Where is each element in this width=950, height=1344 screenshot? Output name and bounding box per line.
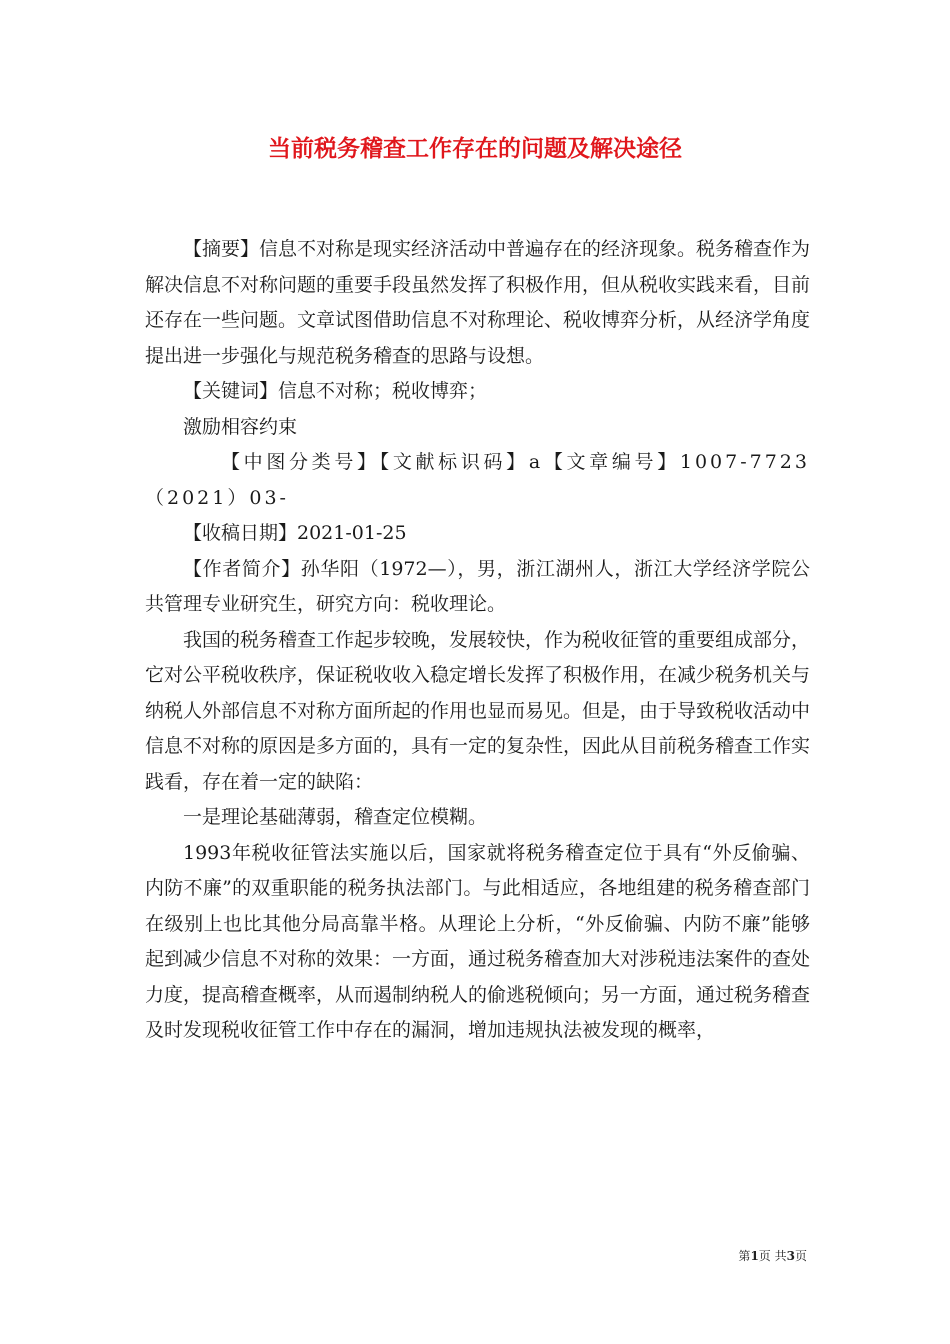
document-title: 当前税务稽查工作存在的问题及解决途径 (268, 135, 682, 162)
received-date-line: 【收稿日期】2021-01-25 (183, 522, 407, 544)
keywords-line: 【关键词】信息不对称；税收博弈； (183, 380, 488, 402)
author-bio-paragraph: 【作者简介】孙华阳（1972—），男，浙江湖州人，浙江大学经济学院公共管理专业研究生，研究方向：税收理论。 (145, 557, 810, 615)
section-heading: 一是理论基础薄弱，稽查定位模糊。 (183, 806, 488, 828)
body-paragraph: 我国的税务稽查工作起步较晚，发展较快，作为税收征管的重要组成部分，它对公平税收秩序，保证税收收入稳定增长发挥了积极作用，在减少税务机关与纳税人外部信息不对称方面所起的作用也显而易见。但是，由于导致税收活动中信息不对称的原因是多方面的，具有一定的复杂性，因此从目前税务稽查工作实践看，存在着一定的缺陷： (145, 628, 811, 793)
page-footer (0, 1248, 807, 1264)
abstract-paragraph: 【摘要】信息不对称是现实经济活动中普遍存在的经济现象。税务稽查作为解决信息不对称问题的重要手段虽然发挥了积极作用，但从税收实践来看，目前还存在一些问题。文章试图借助信息不对称理论、税收博弈分析，从经济学角度提出进一步强化与规范税务稽查的思路与设想。 (145, 238, 811, 367)
body-paragraph: 1993年税收征管法实施以后，国家就将税务稽查定位于具有“外反偷骗、内防不廉”的双重职能的税务执法部门。与此相适应，各地组建的税务稽查部门在级别上也比其他分局高靠半格。从理论上分析，“外反偷骗、内防不廉”能够起到减少信息不对称的效果：一方面，通过税务稽查加大对涉税违法案件的查处力度，提高稽查概率，从而遏制纳税人的偷逃税倾向；另一方面，通过税务稽查及时发现税收征管工作中存在的漏洞，增加违规执法被发现的概率， (145, 841, 811, 1041)
document-body (145, 232, 810, 1049)
footer-prefix: 第 (738, 1249, 751, 1263)
footer-suffix: 页 (794, 1249, 807, 1263)
classification-line: 【中图分类号】【文献标识码】a【文章编号】1007-7723（2021）03- (145, 451, 810, 509)
footer-middle: 页 共 (758, 1249, 787, 1263)
keywords-continuation: 激励相容约束 (183, 415, 298, 438)
total-page-count: 3 (786, 1249, 795, 1263)
current-page-number: 1 (750, 1249, 759, 1263)
